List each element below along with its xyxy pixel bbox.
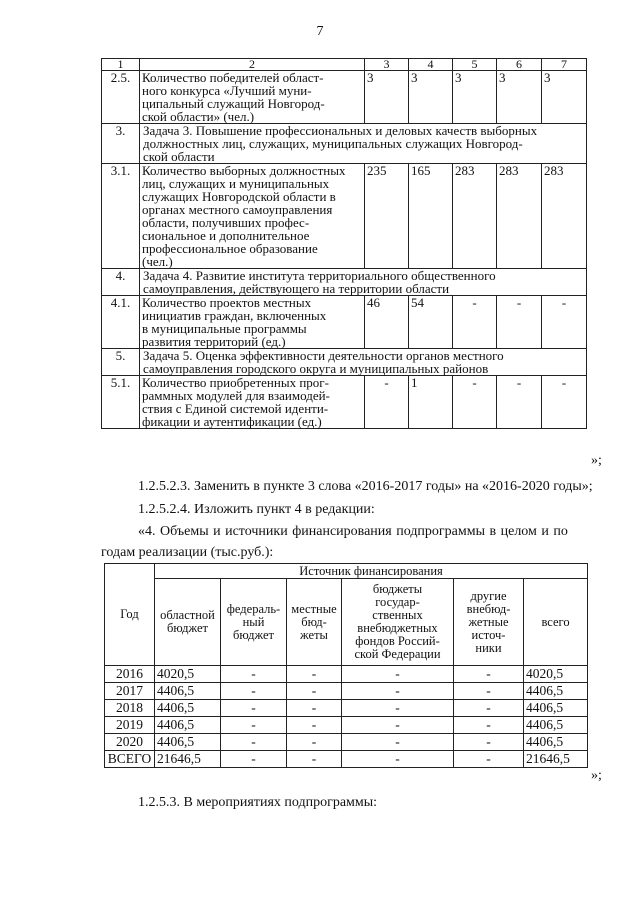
amount-cell: - <box>221 717 287 734</box>
amount-cell: - <box>287 734 342 751</box>
indicator-value: 3 <box>453 71 497 124</box>
amount-cell: - <box>287 717 342 734</box>
year-cell: 2017 <box>105 683 155 700</box>
table1-header-cell: 6 <box>497 59 542 71</box>
indicator-value: 283 <box>542 164 587 269</box>
indicator-value: 1 <box>409 376 453 429</box>
amount-cell: 4406,5 <box>524 734 588 751</box>
financing-table <box>104 563 588 768</box>
indicator-description: Количество проектов местных инициатив граждан, включенных в муниципальные программы развития территорий (ед.) <box>140 296 365 349</box>
table2-year-row <box>105 751 588 768</box>
amount-cell: - <box>454 683 524 700</box>
table1-header-cell: 5 <box>453 59 497 71</box>
indicator-value: 283 <box>453 164 497 269</box>
table2-subheader-row <box>105 579 588 666</box>
amount-cell: - <box>287 751 342 768</box>
year-cell: 2018 <box>105 700 155 717</box>
row-number: 4. <box>102 269 140 296</box>
paragraph-1-2-5-2-3: 1.2.5.2.3. Заменить в пункте 3 слова «2016-2017 годы» на «2016-2020 годы»; <box>138 479 593 494</box>
table1-closing-quote: »; <box>591 453 602 468</box>
amount-cell: 4020,5 <box>155 666 221 683</box>
row-number: 4.1. <box>102 296 140 349</box>
amount-cell: - <box>342 666 454 683</box>
year-cell: 2020 <box>105 734 155 751</box>
amount-cell: - <box>342 734 454 751</box>
table1-header-cell: 1 <box>102 59 140 71</box>
indicator-value: - <box>497 296 542 349</box>
indicator-value: 54 <box>409 296 453 349</box>
paragraph-1-2-5-3: 1.2.5.3. В мероприятиях подпрограммы: <box>138 795 378 810</box>
indicator-value: 283 <box>497 164 542 269</box>
task-description: Задача 3. Повышение профессиональных и деловых качеств выборных должностных лиц, служащих, муниципальных служащих Новгород- ской области <box>140 124 587 164</box>
amount-cell: - <box>221 734 287 751</box>
amount-cell: - <box>287 700 342 717</box>
amount-cell: - <box>454 717 524 734</box>
table1-header-cell: 7 <box>542 59 587 71</box>
table2-header-row <box>105 564 588 579</box>
amount-cell: - <box>342 717 454 734</box>
source-header: Источник финансирования <box>155 564 588 579</box>
source-column-header: федераль- ный бюджет <box>221 579 287 666</box>
amount-cell: - <box>287 666 342 683</box>
table2-year-row <box>105 683 588 700</box>
row-number: 3. <box>102 124 140 164</box>
amount-cell: 4406,5 <box>155 700 221 717</box>
indicator-value: - <box>453 296 497 349</box>
row-number: 2.5. <box>102 71 140 124</box>
row-number: 3.1. <box>102 164 140 269</box>
table1-header-cell: 4 <box>409 59 453 71</box>
indicator-value: - <box>542 376 587 429</box>
indicator-value: 3 <box>497 71 542 124</box>
paragraph-4-intro: «4. Объемы и источники финансирования подпрограммы в целом и по <box>138 524 568 539</box>
amount-cell: - <box>342 683 454 700</box>
amount-cell: 4406,5 <box>155 683 221 700</box>
table1-indicator-row <box>102 164 587 269</box>
source-column-header: другие внебюд- жетные источ- ники <box>454 579 524 666</box>
source-column-header: всего <box>524 579 588 666</box>
amount-cell: - <box>454 751 524 768</box>
amount-cell: 4406,5 <box>155 717 221 734</box>
year-header: Год <box>105 564 155 666</box>
indicator-value: 3 <box>365 71 409 124</box>
amount-cell: - <box>454 700 524 717</box>
amount-cell: - <box>454 666 524 683</box>
source-column-header: местные бюд- жеты <box>287 579 342 666</box>
indicator-value: 46 <box>365 296 409 349</box>
table2-year-row <box>105 717 588 734</box>
table1-header-cell: 3 <box>365 59 409 71</box>
table1-task-row <box>102 269 587 296</box>
indicator-value: - <box>365 376 409 429</box>
amount-cell: - <box>287 683 342 700</box>
amount-cell: - <box>454 734 524 751</box>
indicator-value: - <box>542 296 587 349</box>
paragraph-4-intro-cont: годам реализации (тыс.руб.): <box>101 545 274 560</box>
amount-cell: 4406,5 <box>524 683 588 700</box>
amount-cell: - <box>342 700 454 717</box>
year-cell: 2019 <box>105 717 155 734</box>
table1-task-row <box>102 349 587 376</box>
indicator-value: - <box>453 376 497 429</box>
indicator-value: 3 <box>409 71 453 124</box>
amount-cell: - <box>221 751 287 768</box>
amount-cell: 4406,5 <box>524 700 588 717</box>
table2-closing-quote: »; <box>591 768 602 783</box>
table1-indicator-row <box>102 376 587 429</box>
amount-cell: 4406,5 <box>155 734 221 751</box>
indicator-value: 3 <box>542 71 587 124</box>
task-description: Задача 4. Развитие института территориального общественного самоуправления, действующего на территории области <box>140 269 587 296</box>
indicator-description: Количество победителей област- ного конкурса «Лучший муни- ципальный служащий Новгород- ской области» (чел.) <box>140 71 365 124</box>
row-number: 5. <box>102 349 140 376</box>
indicator-value: 165 <box>409 164 453 269</box>
table1-indicator-row <box>102 71 587 124</box>
table1-header-cell: 2 <box>140 59 365 71</box>
amount-cell: - <box>221 683 287 700</box>
table1-task-row <box>102 124 587 164</box>
amount-cell: - <box>221 700 287 717</box>
row-number: 5.1. <box>102 376 140 429</box>
amount-cell: 4406,5 <box>524 717 588 734</box>
amount-cell: - <box>342 751 454 768</box>
source-column-header: областной бюджет <box>155 579 221 666</box>
amount-cell: 21646,5 <box>524 751 588 768</box>
page-number: 7 <box>316 24 324 39</box>
table1-indicator-row <box>102 296 587 349</box>
table2-year-row <box>105 734 588 751</box>
indicator-description: Количество приобретенных прог- раммных модулей для взаимодей- ствия с Единой системой иденти- фикации и аутентификации (ед.) <box>140 376 365 429</box>
table2-year-row <box>105 700 588 717</box>
amount-cell: 21646,5 <box>155 751 221 768</box>
amount-cell: - <box>221 666 287 683</box>
indicator-value: - <box>497 376 542 429</box>
indicator-description: Количество выборных должностных лиц, служащих и муниципальных служащих Новгородской области в органах местного самоуправления области, получивших профес- сиональное и дополнительное профессиональное образование (чел.) <box>140 164 365 269</box>
paragraph-1-2-5-2-4: 1.2.5.2.4. Изложить пункт 4 в редакции: <box>138 502 375 517</box>
year-cell: 2016 <box>105 666 155 683</box>
amount-cell: 4020,5 <box>524 666 588 683</box>
source-column-header: бюджеты государ- ственных внебюджетных фондов Россий- ской Федерации <box>342 579 454 666</box>
year-cell: ВСЕГО <box>105 751 155 768</box>
indicator-value: 235 <box>365 164 409 269</box>
task-description: Задача 5. Оценка эффективности деятельности органов местного самоуправления городского округа и муниципальных районов <box>140 349 587 376</box>
table1-header-row <box>102 59 587 71</box>
indicators-table <box>101 58 587 429</box>
table2-year-row <box>105 666 588 683</box>
